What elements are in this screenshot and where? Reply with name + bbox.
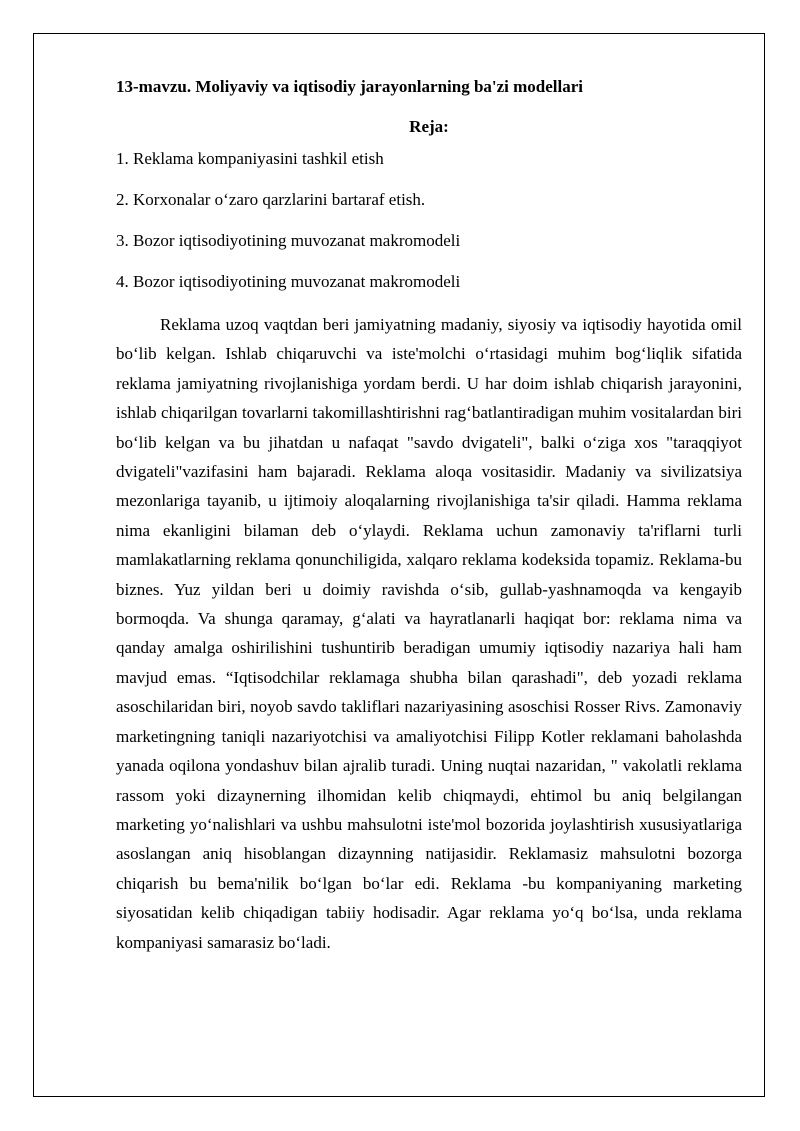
plan-heading: Reja: — [409, 117, 449, 136]
document-title: 13-mavzu. Moliyaviy va iqtisodiy jarayonlarning ba'zi modellari — [116, 77, 584, 96]
body-paragraph: Reklama uzoq vaqtdan beri jamiyatning madaniy, siyosiy va iqtisodiy hayotida omil bo‘lib kelgan. Ishlab chiqaruvchi va iste'molchi o‘rtasidagi muhim bog‘liqlik sifatida reklama jamiyatning rivojlanishiga yordam berdi. U har doim ishlab chiqarish jarayonini, ishlab chiqarilgan tovarlarni takomillashtirishni rag‘batlantiradigan muhim vositalardan biri bo‘lib kelgan va bu jihatdan u nafaqat "savdo dvigateli", balki o‘ziga xos "taraqqiyot dvigateli"vazifasini ham bajaradi. Reklama aloqa vositasidir. Madaniy va sivilizatsiya mezonlariga tayanib, u ijtimoiy aloqalarning rivojlanishiga ta'sir qiladi. Hamma reklama nima ekanligini bilaman deb o‘ylaydi. Reklama uchun zamonaviy ta'riflarni turli mamlakatlarning reklama qonunchiligida, xalqaro reklama kodeksida topamiz. Reklama-bu biznes. Yuz yildan beri u doimiy ravishda o‘sib, gullab-yashnamoqda va kengayib bormoqda. Va shunga qaramay, g‘alati va hayratlanarli haqiqat bor: reklama nima va qanday amalga oshirilishini tushuntirib beradigan umumiy iqtisodiy nazariya hali ham mavjud emas. “Iqtisodchilar reklamaga shubha bilan qarashadi", deb yozadi reklama asoschilaridan biri, noyob savdo takliflari nazariyasining asoschisi Rosser Rivs. Zamonaviy marketingning taniqli nazariyotchisi va amaliyotchisi Filipp Kotler reklamani baholashda yanada oqilona yondashuv bilan ajralib turadi. Uning nuqtai nazaridan, " vakolatli reklama rassom yoki dizaynerning ilhomidan kelib chiqmaydi, ehtimol bu aniq belgilangan marketing yo‘nalishlari va ushbu mahsulotni iste'mol bozorida joylashtirish xususiyatlariga asoslangan aniq hisoblangan dizaynning natijasidir. Reklamasiz mahsulotni bozorga chiqarish bu bema'nilik bo‘lgan bo‘lar edi. Reklama -bu kompaniyaning marketing siyosatidan kelib chiqadigan tabiiy hodisadir. Agar reklama yo‘q bo‘lsa, unda reklama kompaniyasi samarasiz bo‘ladi. — [116, 315, 742, 952]
plan-item: 3. Bozor iqtisodiyotining muvozanat makromodeli — [116, 231, 461, 250]
document-content — [116, 73, 742, 957]
plan-item: 2. Korxonalar o‘zaro qarzlarini bartaraf etish. — [116, 190, 426, 209]
plan-list — [116, 146, 742, 295]
plan-item: 1. Reklama kompaniyasini tashkil etish — [116, 149, 384, 168]
plan-item: 4. Bozor iqtisodiyotining muvozanat makromodeli — [116, 272, 461, 291]
